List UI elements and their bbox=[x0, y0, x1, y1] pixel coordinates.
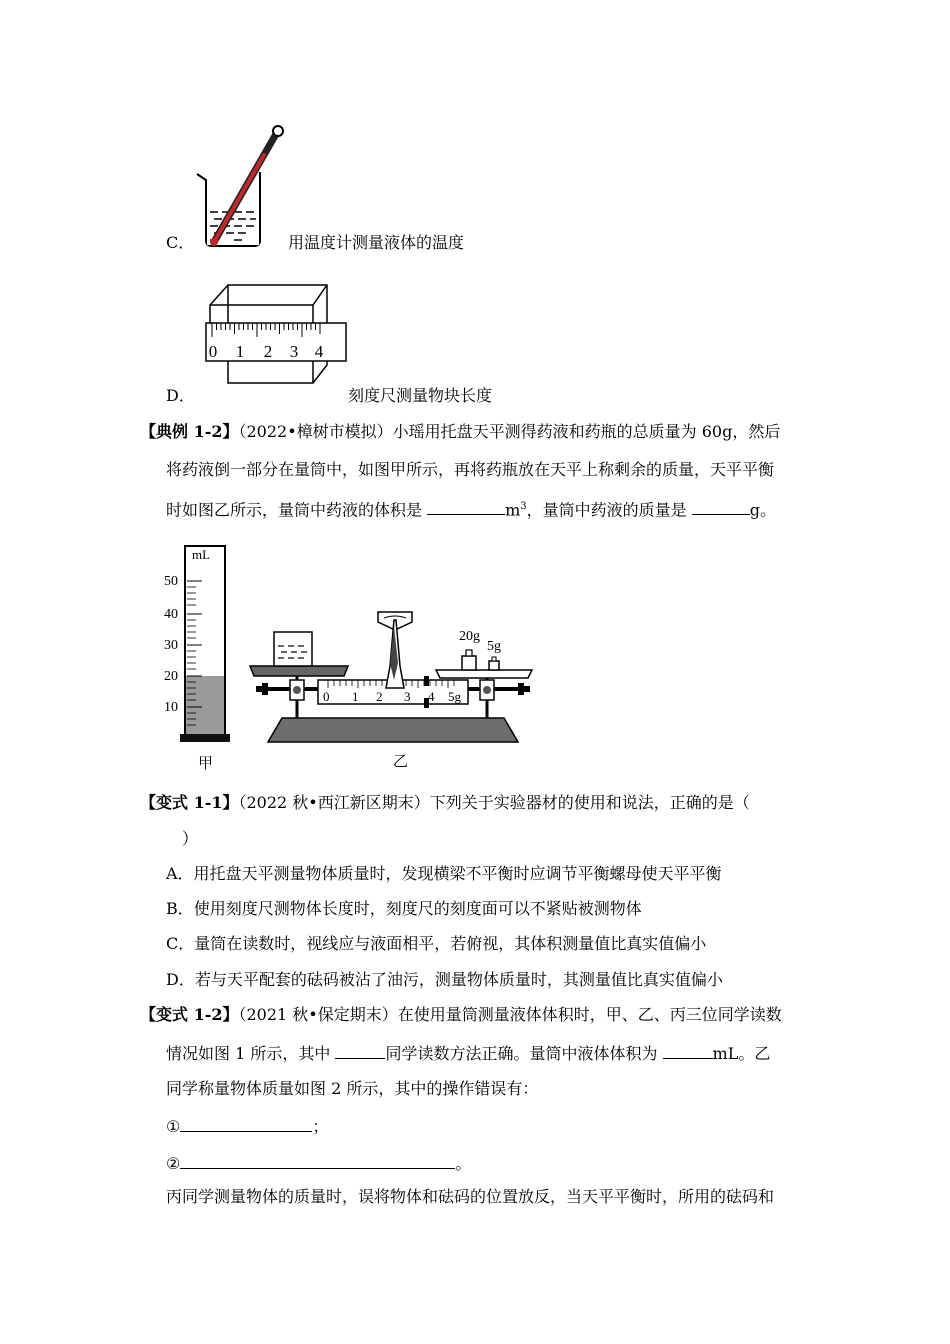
option-c-text: 用温度计测量液体的温度 bbox=[288, 233, 465, 252]
ruler-tick-label: 1 bbox=[235, 342, 245, 361]
beam-scale-label: 3 bbox=[404, 689, 411, 704]
unit-text: m bbox=[505, 500, 521, 520]
cylinder-scale-label: 10 bbox=[164, 700, 178, 715]
variant-1-2-last-line: 丙同学测量物体的质量时，误将物体和砝码的位置放反，当天平平衡时，所用的砝码和 bbox=[166, 1187, 775, 1206]
cylinder-unit-label: mL bbox=[192, 547, 211, 562]
variant-1-2-item2 bbox=[166, 1152, 471, 1174]
item-marker: ① bbox=[166, 1117, 181, 1136]
answer-blank[interactable] bbox=[335, 1042, 385, 1059]
graduated-cylinder-figure bbox=[160, 544, 240, 772]
ruler-tick-label: 3 bbox=[289, 342, 299, 361]
beam-scale-label: 1 bbox=[352, 689, 359, 704]
variant-text: 情况如图 1 所示，其中 bbox=[166, 1044, 336, 1063]
variant-tag: 【变式 1-1】 bbox=[140, 793, 239, 812]
cylinder-scale-label: 30 bbox=[164, 638, 178, 653]
example-text: g。 bbox=[749, 500, 776, 520]
unit-exponent: 3 bbox=[520, 501, 527, 512]
variant-text: 同学读数方法正确。量筒中液体体积为 bbox=[385, 1044, 663, 1063]
beam-scale-label: 2 bbox=[376, 689, 383, 704]
ruler-tick-label: 0 bbox=[208, 342, 218, 361]
variant-1-1-option-a[interactable]: A．用托盘天平测量物体质量时，发现横梁不平衡时应调节平衡螺母使天平平衡 bbox=[166, 864, 722, 883]
item-punct: ； bbox=[312, 1117, 329, 1136]
answer-blank[interactable] bbox=[427, 498, 505, 515]
variant-1-1-option-d[interactable]: D．若与天平配套的砝码被沾了油污，测量物体质量时，其测量值比真实值偏小 bbox=[166, 970, 723, 989]
example-text: 时如图乙所示，量筒中药液的体积是 bbox=[166, 500, 428, 520]
variant-1-2-line1 bbox=[140, 1005, 782, 1025]
ruler-block-figure bbox=[195, 283, 355, 389]
variant-1-1-option-c[interactable]: C．量筒在读数时，视线应与液面相平，若俯视，其体积测量值比真实值偏小 bbox=[166, 934, 707, 953]
cylinder-scale-label: 40 bbox=[164, 607, 178, 622]
ruler-tick-label: 2 bbox=[263, 342, 273, 361]
beam-scale-label: 5g bbox=[448, 689, 461, 704]
answer-blank[interactable] bbox=[692, 498, 750, 515]
option-d-text: 刻度尺测量物块长度 bbox=[348, 386, 493, 405]
variant-tag: 【变式 1-2】 bbox=[140, 1005, 239, 1024]
example-text: （2022•樟树市模拟）小瑶用托盘天平测得药液和药瓶的总质量为 60g，然后 bbox=[238, 422, 781, 441]
beam-scale-label: 0 bbox=[323, 689, 330, 704]
cylinder-scale-label: 20 bbox=[164, 669, 178, 684]
variant-text: mL。乙 bbox=[712, 1044, 771, 1063]
balance-scale-figure bbox=[248, 608, 548, 772]
figure-caption-yi: 乙 bbox=[393, 754, 409, 770]
variant-1-2-item1 bbox=[166, 1115, 328, 1137]
example-tag: 【典例 1-2】 bbox=[140, 422, 239, 441]
beam-scale-label: 4 bbox=[428, 689, 435, 704]
variant-1-1-line2: ） bbox=[182, 829, 199, 848]
figure-caption-jia: 甲 bbox=[198, 756, 214, 772]
example-1-2-line2: 将药液倒一部分在量筒中，如图甲所示，再将药瓶放在天平上称剩余的质量，天平平衡 bbox=[166, 460, 775, 479]
option-c-letter: C． bbox=[166, 233, 195, 252]
variant-1-2-line2 bbox=[166, 1042, 770, 1064]
example-text: ，量筒中药液的质量是 bbox=[526, 500, 692, 520]
option-d-letter: D． bbox=[166, 386, 195, 405]
variant-text: （2022 秋•西江新区期末）下列关于实验器材的使用和说法，正确的是（ bbox=[238, 793, 750, 812]
answer-blank[interactable] bbox=[663, 1042, 713, 1059]
example-1-2-line3 bbox=[166, 497, 776, 520]
variant-1-2-line3: 同学称量物体质量如图 2 所示，其中的操作错误有： bbox=[166, 1079, 539, 1098]
answer-blank[interactable] bbox=[180, 1152, 455, 1169]
cylinder-scale-label: 50 bbox=[164, 574, 178, 589]
item-punct: 。 bbox=[455, 1154, 472, 1173]
example-1-2-line1 bbox=[140, 422, 780, 442]
weight-label: 20g bbox=[459, 629, 480, 644]
thermometer-beaker-figure bbox=[192, 122, 272, 250]
weight-label: 5g bbox=[487, 639, 501, 654]
ruler-tick-label: 4 bbox=[314, 342, 324, 361]
variant-1-1-line1 bbox=[140, 793, 750, 813]
item-marker: ② bbox=[166, 1154, 181, 1173]
answer-blank[interactable] bbox=[180, 1115, 312, 1132]
variant-1-1-option-b[interactable]: B．使用刻度尺测物体长度时，刻度尺的刻度面可以不紧贴被测物体 bbox=[166, 899, 642, 918]
variant-text: （2021 秋•保定期末）在使用量筒测量液体体积时，甲、乙、丙三位同学读数 bbox=[238, 1005, 782, 1024]
